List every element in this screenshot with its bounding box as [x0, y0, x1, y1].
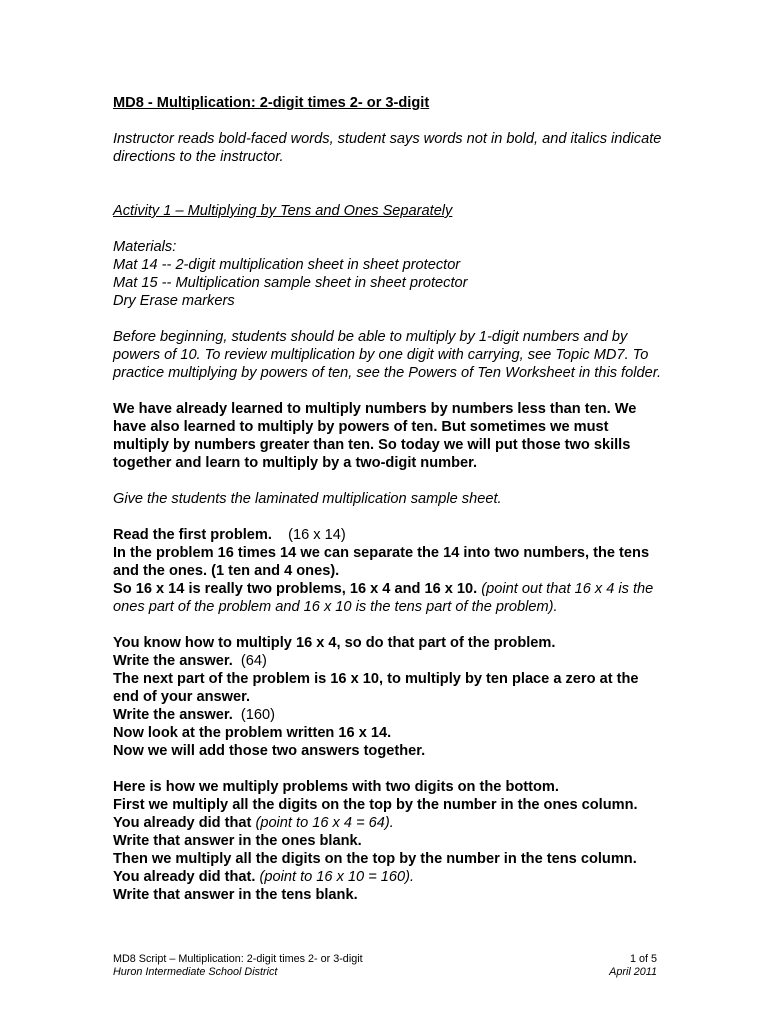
before-beginning-paragraph: Before beginning, students should be able to multiply by 1-digit numbers and by powers of 10. To review multiplication by one digit with carrying, see Topic MD7. To practice multiplying by powers of ten, see the Powers of Ten Worksheet in this folder.	[113, 329, 662, 381]
page-footer	[113, 953, 657, 979]
script-line: First we multiply all the digits on the top by the number in the ones column.	[113, 797, 638, 813]
footer-date: April 2011	[609, 966, 657, 978]
document-body	[113, 94, 663, 922]
materials-list	[113, 238, 663, 310]
script-line: Then we multiply all the digits on the top by the number in the tens column.	[113, 851, 637, 867]
script-line: Here is how we multiply problems with two digits on the bottom.	[113, 779, 559, 795]
script-block-2	[113, 634, 663, 760]
materials-label: Materials:	[113, 239, 177, 255]
footer-page-number: 1 of 5	[629, 953, 657, 965]
student-response: (16 x 14)	[288, 527, 346, 543]
footer-organization: Huron Intermediate School District	[113, 966, 278, 978]
script-line: You already did that.	[113, 869, 256, 885]
page-title: MD8 - Multiplication: 2-digit times 2- or 3-digit	[113, 95, 430, 111]
script-line: Write that answer in the ones blank.	[113, 833, 362, 849]
script-line: Now look at the problem written 16 x 14.	[113, 725, 392, 741]
script-line: Now we will add those two answers together.	[113, 743, 426, 759]
script-line: You know how to multiply 16 x 4, so do that part of the problem.	[113, 635, 556, 651]
instructor-direction: (point to 16 x 4 = 64).	[255, 815, 394, 831]
materials-item: Mat 15 -- Multiplication sample sheet in sheet protector	[113, 275, 468, 291]
activity-heading: Activity 1 – Multiplying by Tens and Ones Separately	[113, 203, 453, 219]
bold-intro-paragraph: We have already learned to multiply numbers by numbers less than ten. We have also learned to multiply by powers of ten. But sometimes we must multiply by numbers greater than ten. So today we will put those two skills together and learn to multiply by a two-digit number.	[113, 401, 637, 471]
student-response: (64)	[240, 653, 267, 669]
script-line: So 16 x 14 is really two problems, 16 x 4 and 16 x 10.	[113, 581, 478, 597]
materials-item: Mat 14 -- 2-digit multiplication sheet in sheet protector	[113, 257, 461, 273]
footer-doc-title: MD8 Script – Multiplication: 2-digit times 2- or 3-digit	[113, 953, 363, 965]
student-response: (160)	[240, 707, 275, 723]
script-line: In the problem 16 times 14 we can separate the 14 into two numbers, the tens and the ones. (1 ten and 4 ones).	[113, 545, 650, 579]
script-line: Write that answer in the tens blank.	[113, 887, 358, 903]
instructor-direction: (point to 16 x 10 = 160).	[259, 869, 415, 885]
intro-paragraph: Instructor reads bold-faced words, student says words not in bold, and italics indicate directions to the instructor.	[113, 131, 662, 165]
script-line: You already did that	[113, 815, 252, 831]
instructor-direction: (point out that 16 x 4 is the ones part of the problem and 16 x 10 is the tens part of the problem).	[113, 581, 654, 615]
materials-item: Dry Erase markers	[113, 293, 235, 309]
script-line: The next part of the problem is 16 x 10, to multiply by ten place a zero at the end of your answer.	[113, 671, 639, 705]
script-block-3	[113, 778, 663, 904]
script-block-1	[113, 526, 663, 616]
script-line: Write the answer.	[113, 653, 233, 669]
script-line: Write the answer.	[113, 707, 233, 723]
script-line: Read the first problem.	[113, 527, 272, 543]
give-students-direction: Give the students the laminated multiplication sample sheet.	[113, 491, 502, 507]
